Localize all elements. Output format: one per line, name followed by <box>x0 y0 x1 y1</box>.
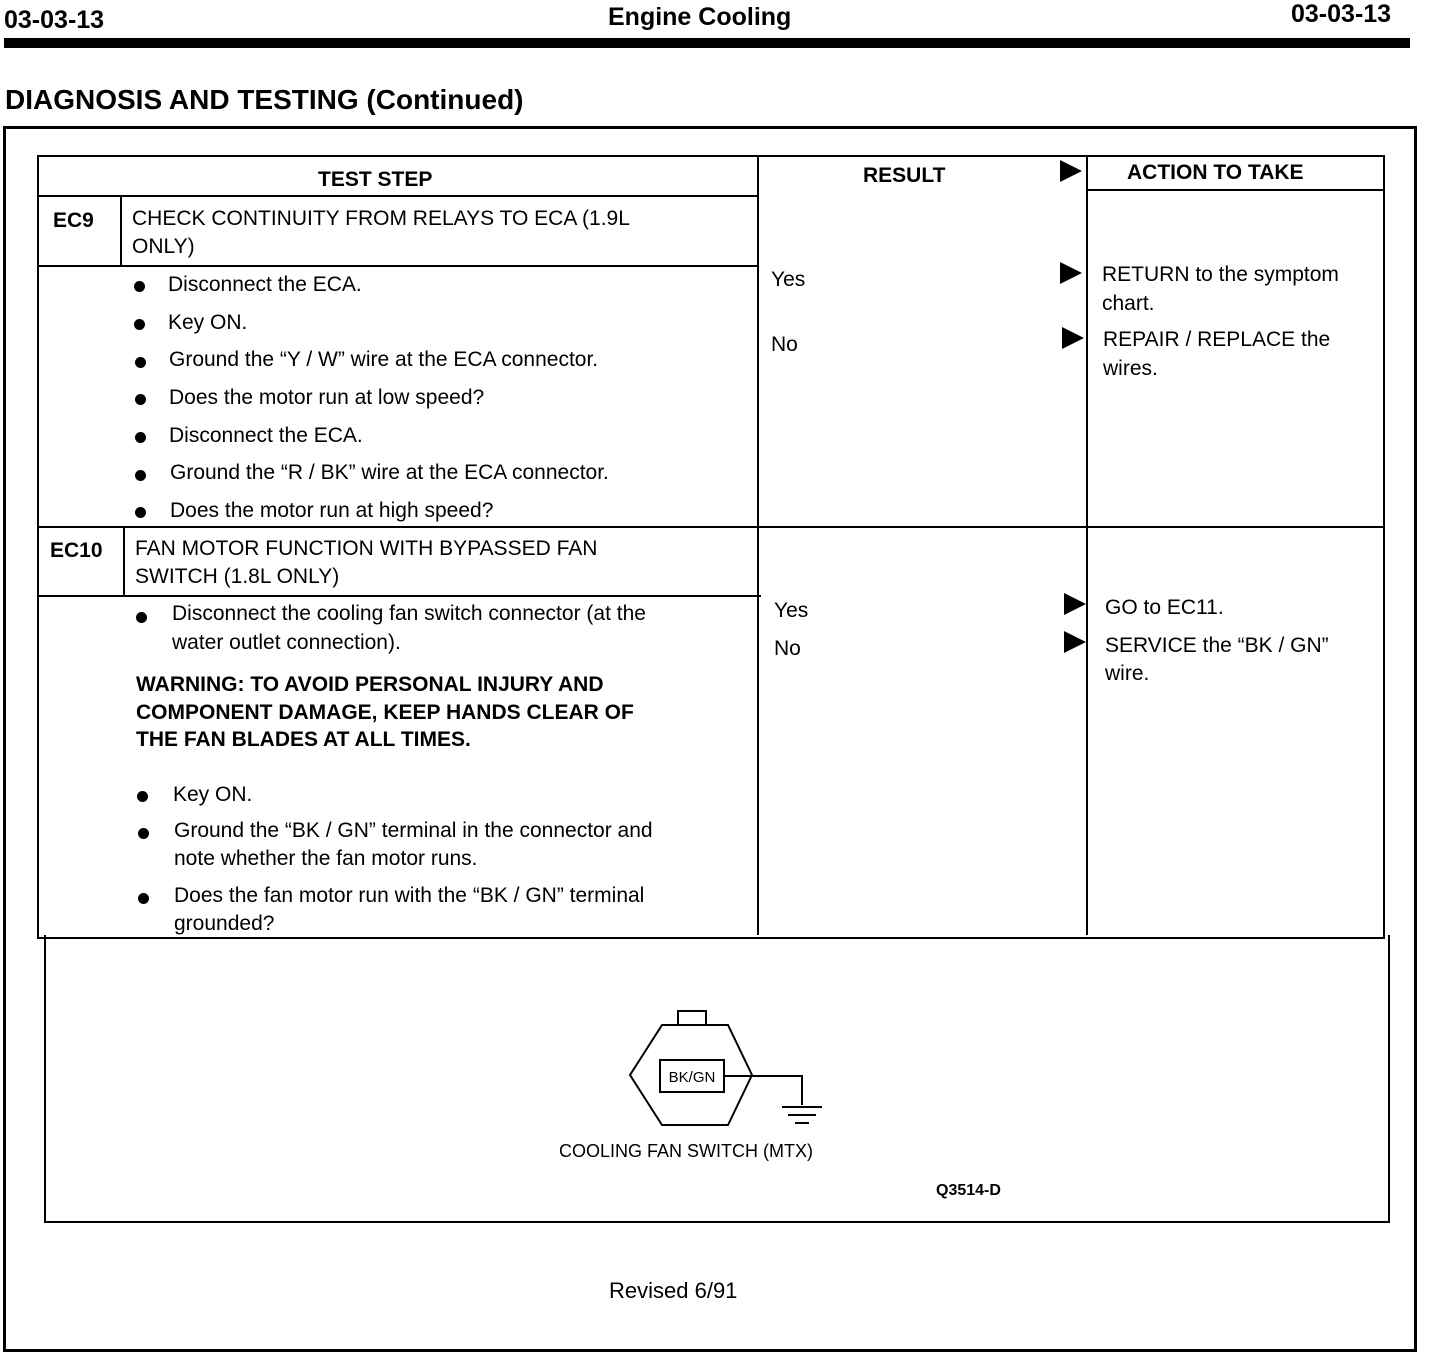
col-header-action: ACTION TO TAKE <box>1127 161 1304 184</box>
diagnosis-table <box>37 155 1385 939</box>
figure-caption: COOLING FAN SWITCH (MTX) <box>559 1141 813 1161</box>
ec9-bullet-1: Disconnect the ECA. <box>168 273 362 296</box>
ec10-title-line1: FAN MOTOR FUNCTION WITH BYPASSED FAN <box>135 537 598 560</box>
ec9-title-line1: CHECK CONTINUITY FROM RELAYS TO ECA (1.9L <box>132 207 630 230</box>
header-rule <box>4 38 1410 48</box>
ec10-bullet-3-line1: Ground the “BK / GN” terminal in the connector and <box>174 819 653 842</box>
ec10-warning-line3: THE FAN BLADES AT ALL TIMES. <box>136 728 471 751</box>
ec9-bullet-5: Disconnect the ECA. <box>169 424 363 447</box>
ec10-action-yes-line1: GO to EC11. <box>1105 596 1224 619</box>
ec10-warning-line1: WARNING: TO AVOID PERSONAL INJURY AND <box>136 673 604 696</box>
revised-date: Revised 6/91 <box>609 1278 738 1303</box>
result-arrow-icon <box>1060 262 1082 284</box>
ec9-action-no-line2: wires. <box>1103 357 1158 380</box>
switch-connector-tab <box>678 1011 706 1025</box>
ec9-bullet-4: Does the motor run at low speed? <box>169 386 485 409</box>
figure-id: Q3514-D <box>936 1182 1001 1199</box>
ec10-title-underline <box>39 595 761 597</box>
ec9-bullet-2: Key ON. <box>168 311 248 334</box>
step-id-ec9: EC9 <box>53 209 94 232</box>
ec10-action-no-line1: SERVICE the “BK / GN” <box>1105 634 1329 657</box>
ground-wire <box>724 1076 802 1105</box>
result-arrow-icon <box>1064 593 1086 615</box>
ec10-id-divider <box>123 527 125 597</box>
bullet-icon <box>135 394 146 405</box>
ec10-bullet-4-line1: Does the fan motor run with the “BK / GN” terminal <box>174 884 645 907</box>
step-id-ec10: EC10 <box>50 539 103 562</box>
ec9-result-yes: Yes <box>771 268 806 291</box>
ec9-bullet-3: Ground the “Y / W” wire at the ECA connector. <box>169 348 599 371</box>
ec9-title-underline <box>39 265 759 267</box>
bullet-icon <box>134 319 145 330</box>
bullet-icon <box>135 432 146 443</box>
ec9-bullet-7: Does the motor run at high speed? <box>170 499 494 522</box>
step-separator <box>39 526 1383 528</box>
ec10-warning-line2: COMPONENT DAMAGE, KEEP HANDS CLEAR OF <box>136 701 634 724</box>
section-title: DIAGNOSIS AND TESTING (Continued) <box>5 84 524 115</box>
ec9-action-yes-line1: RETURN to the symptom <box>1102 263 1339 286</box>
ec10-bullet-3-line2: note whether the fan motor runs. <box>174 847 478 870</box>
col-header-result: RESULT <box>863 164 946 187</box>
ec9-action-yes-line2: chart. <box>1102 292 1155 315</box>
ec10-bullet-1-line1: Disconnect the cooling fan switch connector (at the <box>172 602 646 625</box>
result-arrow-icon <box>1062 327 1084 349</box>
action-column-divider <box>1086 157 1088 935</box>
ec10-action-no-line2: wire. <box>1105 662 1150 685</box>
bullet-icon <box>134 281 145 292</box>
page-code-right: 03-03-13 <box>1291 0 1392 28</box>
ec9-action-no-line1: REPAIR / REPLACE the <box>1103 328 1331 351</box>
bullet-icon <box>136 612 147 623</box>
bullet-icon <box>135 357 146 368</box>
header-arrow-icon <box>1060 160 1082 182</box>
terminal-label: BK/GN <box>668 1069 716 1086</box>
bullet-icon <box>137 791 148 802</box>
ec10-result-yes: Yes <box>774 599 809 622</box>
page-header-title: Engine Cooling <box>608 3 792 31</box>
col-header-test-step: TEST STEP <box>318 168 433 191</box>
ec10-bullet-4-line2: grounded? <box>174 912 275 935</box>
ec9-result-no: No <box>771 333 798 356</box>
result-column-divider <box>757 157 759 935</box>
ec9-title-line2: ONLY) <box>132 235 195 258</box>
ec10-bullet-2: Key ON. <box>173 783 253 806</box>
header-underline-right <box>1086 189 1383 191</box>
bullet-icon <box>138 828 149 839</box>
ec10-title-line2: SWITCH (1.8L ONLY) <box>135 565 340 588</box>
bullet-icon <box>135 470 146 481</box>
cooling-fan-switch-diagram <box>620 1005 840 1135</box>
ec10-result-no: No <box>774 637 801 660</box>
result-arrow-icon <box>1064 631 1086 653</box>
header-underline-left <box>39 195 759 197</box>
bullet-icon <box>138 893 149 904</box>
ec10-bullet-1-line2: water outlet connection). <box>172 631 401 654</box>
ec9-bullet-6: Ground the “R / BK” wire at the ECA connector. <box>170 461 609 484</box>
bullet-icon <box>135 507 146 518</box>
ec9-id-divider <box>120 197 122 267</box>
page-code-left: 03-03-13 <box>4 6 105 34</box>
